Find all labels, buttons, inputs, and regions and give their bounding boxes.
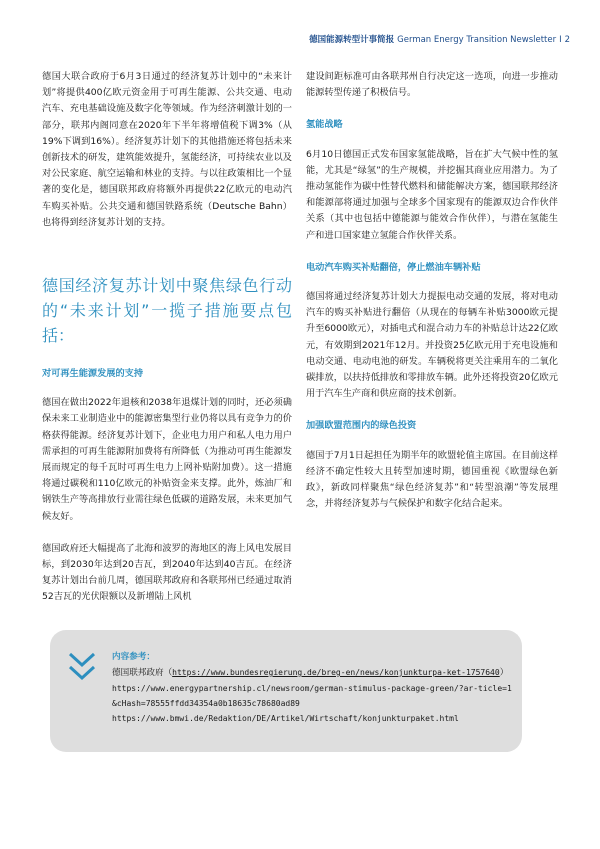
header-separator: I: [559, 35, 562, 45]
page-number: 2: [564, 35, 570, 45]
eu-green-paragraph: 德国于7月1日起担任为期半年的欧盟轮值主席国。在目前这样经济不确定性较大且转型加速时期，德国重视《欧盟绿色新政》，新政同样聚焦“绿色经济复苏”和“转型浪潮”等发展理念，并将经济复苏与气候保护和数字化结合起来。: [306, 449, 558, 510]
subheading-renewables: 对可再生能源发展的支持: [42, 368, 144, 380]
double-chevron-down-icon: [67, 650, 97, 684]
renewables-paragraph: 德国在做出2022年退核和2038年退煤计划的同时，还必须确保未来工业制造业中的能源密集型行业仍将以具有竞争力的价格获得能源。经济复苏计划下，企业电力用户和私人电力用户需承担的可再生能源附加费将有所降低（为推动可再生能源发展而规定的每千瓦时可再生电力上网补贴附加费）。这一措施将通过碳税和110亿欧元的补贴资金来支撑。此外，炼油厂和钢铁生产等高排放行业需往绿色低碳的道路发展，未来更加气候友好。: [42, 397, 292, 522]
reference-1-prefix: 德国联邦政府（: [112, 668, 173, 678]
header-title-en: German Energy Transition Newsletter: [397, 35, 557, 45]
header-title-cn: 德国能源转型计事简报: [309, 35, 395, 45]
intro-paragraph: 德国大联合政府于6月3日通过的经济复苏计划中的“未来计划”将提供400亿欧元资金用于可再生能源、公共交通、电动汽车、充电基础设施及数字化等领域。作为经济刺激计划的一部分，联邦内阁同意在2020年下半年将增值税下调3%（从19%下调到16%）。经济复苏计划下的其他措施还将包括未来创新技术的研发，建筑能效提升，氢能经济，可持续农业以及对公民家庭、航空运输和林业的支持。与以往政策相比一个显著的变化是，德国联邦政府将额外再提供22亿欧元的电动汽车购买补贴。公共交通和德国铁路系统（Deutsche Bahn）也将得到经济复苏计划的支持。: [42, 71, 292, 228]
offshore-wind-paragraph: 德国政府还大幅提高了北海和波罗的海地区的海上风电发展目标，到2030年达到20吉瓦，到2040年达到40吉瓦。在经济复苏计划出台前几周，德国联邦政府和各联邦州已经通过取消52吉瓦的光伏限额以及新增陆上风机: [42, 542, 292, 603]
page-header: [309, 33, 570, 45]
ev-subsidy-paragraph: 德国将通过经济复苏计划大力提振电动交通的发展，将对电动汽车的购买补贴进行翻倍（从现在的每辆车补贴3000欧元提升至6000欧元），对插电式和混合动力车的补贴总计达22亿欧元，有效期到2021年12月。并投资25亿欧元用于充电设施和电动交通、电动电池的研发。车辆税将更关注乘用车的二氧化碳排放，以扶持低排放和零排放车辆。此外还将投资20亿欧元用于汽车生产商和供应商的技术创新。: [306, 291, 558, 400]
references-box: [50, 630, 522, 752]
references-content: [112, 650, 512, 726]
hydrogen-paragraph: 6月10日德国正式发布国家氢能战略，旨在扩大气候中性的氢能，尤其是“绿氢”的生产规模，并挖掘其商业应用潜力。为了推动氢能作为碳中性替代燃料和储能解决方案，德国联邦经济和能源部将通过加强与全球多个国家现有的能源双边合作伙伴关系（其中也包括中德能源与能效合作伙伴），与潜在氢能生产和进口国家建立氢能合作伙伴关系。: [306, 148, 558, 241]
references-title: 内容参考：: [112, 652, 155, 662]
right-column: [306, 69, 558, 528]
continued-paragraph: 建设间距标准可由各联邦州自行决定这一选项，向进一步推动能源转型传递了积极信号。: [306, 71, 558, 99]
section-heading: 德国经济复苏计划中聚焦绿色行动的“未来计划”一揽子措施要点包括：: [42, 276, 292, 346]
reference-link-bundesregierung[interactable]: https://www.bundesregierung.de/breg-en/news/konjunkturpa-ket-1757640: [172, 668, 500, 677]
reference-link-energypartnership[interactable]: https://www.energypartnership.cl/newsroom/german-stimulus-package-green/?ar-ticle=1&cHash=78555ffdd34354a0b18635c78680ad89: [112, 684, 512, 708]
subheading-ev-subsidy: 电动汽车购买补贴翻倍，停止燃油车辆补贴: [306, 261, 481, 273]
subheading-hydrogen: 氢能战略: [306, 119, 343, 131]
reference-line-1: [112, 665, 512, 681]
subheading-eu-green: 加强欧盟范围内的绿色投资: [306, 420, 417, 432]
reference-1-suffix: ）: [499, 668, 509, 678]
reference-link-bmwi[interactable]: https://www.bmwi.de/Redaktion/DE/Artikel/Wirtschaft/konjunkturpaket.html: [112, 714, 459, 723]
left-column: [42, 69, 292, 622]
